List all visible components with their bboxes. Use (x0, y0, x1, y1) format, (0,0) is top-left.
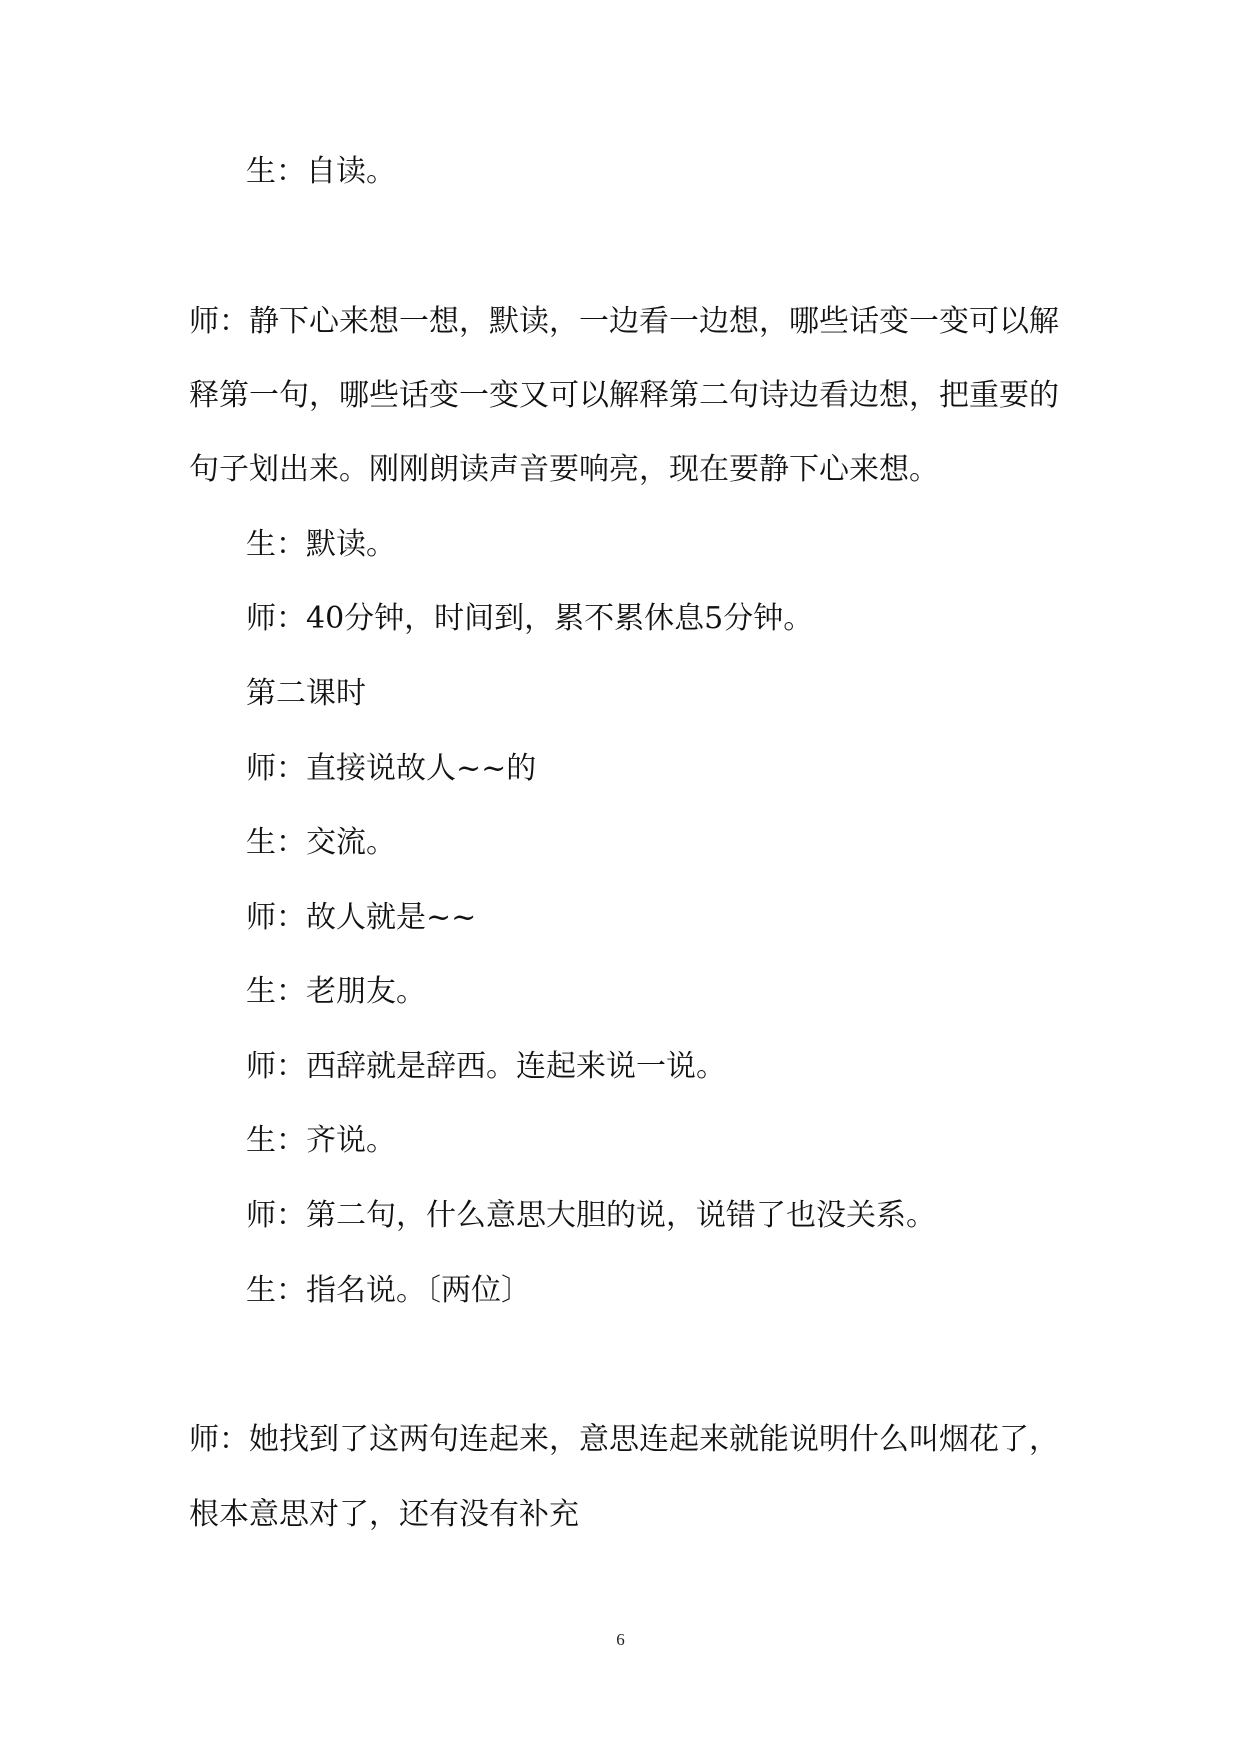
dialogue-line-student-self-read: 生：自读。 (246, 154, 396, 189)
dialogue-line-teacher-break: 师：40分钟，时间到，累不累休息5分钟。 (246, 601, 814, 636)
dialogue-line-teacher-fireworks-1: 师：她找到了这两句连起来，意思连起来就能说明什么叫烟花了， (189, 1422, 1059, 1457)
dialogue-line-student-old-friend: 生：老朋友。 (246, 974, 426, 1009)
dialogue-line-student-together: 生：齐说。 (246, 1123, 396, 1158)
dialogue-line-student-exchange: 生：交流。 (246, 825, 396, 860)
section-heading-second-lesson: 第二课时 (246, 676, 366, 711)
dialogue-line-teacher-silent-read-1: 师：静下心来想一想，默读，一边看一边想，哪些话变一变可以解 (189, 304, 1059, 339)
dialogue-line-student-named: 生：指名说。〔两位〕 (246, 1273, 531, 1308)
dialogue-line-teacher-silent-read-3: 句子划出来。刚刚朗读声音要响亮，现在要静下心来想。 (189, 452, 939, 487)
dialogue-line-student-silent-read: 生：默读。 (246, 527, 396, 562)
dialogue-line-teacher-silent-read-2: 释第一句，哪些话变一变又可以解释第二句诗边看边想，把重要的 (189, 378, 1059, 413)
dialogue-line-teacher-guren: 师：故人就是~~ (246, 900, 477, 935)
dialogue-line-teacher-old-friend: 师：直接说故人~~的 (246, 751, 537, 786)
page-number: 6 (616, 1630, 625, 1649)
dialogue-line-teacher-second-verse: 师：第二句，什么意思大胆的说，说错了也没关系。 (246, 1198, 936, 1233)
dialogue-line-teacher-fireworks-2: 根本意思对了，还有没有补充 (189, 1497, 579, 1532)
dialogue-line-teacher-xici: 师：西辞就是辞西。连起来说一说。 (246, 1049, 726, 1084)
